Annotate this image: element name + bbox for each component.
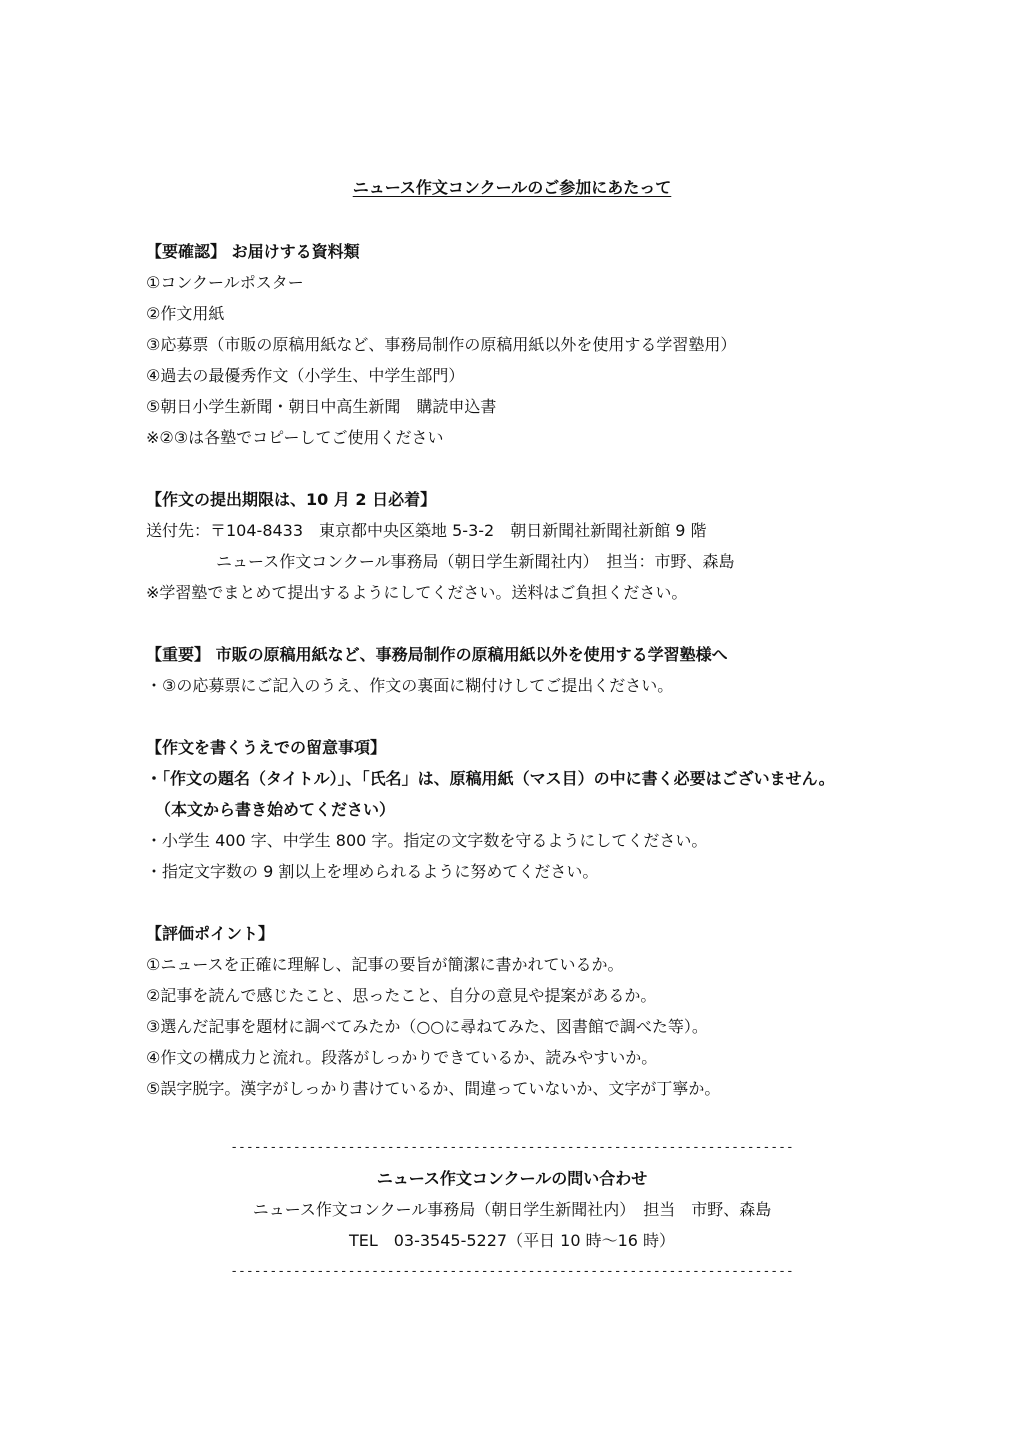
deadline-address-line2: ニュース作文コンクール事務局（朝日学生新聞社内） 担当：市野、森島: [216, 552, 735, 571]
contact-office: ニュース作文コンクール事務局（朝日学生新聞社内） 担当 市野、森島: [252, 1200, 772, 1219]
materials-heading: 【要確認】 お届けする資料類: [146, 242, 360, 261]
materials-item-1: ①コンクールポスター: [146, 273, 304, 292]
important-text: ・③の応募票にご記入のうえ、作文の裏面に糊付けしてご提出ください。: [146, 676, 674, 695]
spacer: [146, 887, 926, 918]
evaluation-item-4: ④作文の構成力と流れ。段落がしっかりできているか、読みやすいか。: [146, 1048, 658, 1067]
materials-note: ※②③は各塾でコピーしてご使用ください: [146, 428, 444, 447]
notes-section: [146, 732, 926, 887]
spacer: [146, 701, 926, 732]
evaluation-item-5: ⑤誤字脱字。漢字がしっかり書けているか、間違っていないか、文字が丁寧か。: [146, 1079, 721, 1098]
spacer: [146, 608, 926, 639]
evaluation-section: [146, 918, 926, 1104]
notes-bold-line1: ・「作文の題名（タイトル）」、「氏名」は、原稿用紙（マス目）の中に書く必要はございません。: [146, 769, 835, 788]
evaluation-heading: 【評価ポイント】: [146, 924, 275, 943]
notes-heading: 【作文を書くうえでの留意事項】: [146, 738, 387, 757]
document-title: [0, 176, 1024, 200]
materials-item-5: ⑤朝日小学生新聞・朝日中高生新聞 購読申込書: [146, 397, 497, 416]
materials-item-2: ②作文用紙: [146, 304, 225, 323]
document-title-text: ニュース作文コンクールのご参加にあたって: [352, 178, 672, 197]
deadline-heading: 【作文の提出期限は、10 月 2 日必着】: [146, 490, 437, 509]
deadline-note: ※学習塾でまとめて提出するようにしてください。送料はご負担ください。: [146, 583, 688, 602]
important-heading: 【重要】 市販の原稿用紙など、事務局制作の原稿用紙以外を使用する学習塾様へ: [146, 645, 728, 664]
evaluation-item-2: ②記事を読んで感じたこと、思ったこと、自分の意見や提案があるか。: [146, 986, 657, 1005]
evaluation-item-3: ③選んだ記事を題材に調べてみたか（○○に尋ねてみた、図書館で調べた等）。: [146, 1017, 708, 1036]
document-body: [146, 236, 926, 1104]
contact-divider-bottom: ------------------------------------------------------------------------: [230, 1264, 794, 1279]
contact-divider-top: ------------------------------------------------------------------------: [230, 1140, 794, 1155]
deadline-address-line1: 送付先：〒104-8433 東京都中央区築地 5-3-2 朝日新聞社新聞社新館 9 階: [146, 521, 707, 540]
materials-section: [146, 236, 926, 453]
spacer: [146, 453, 926, 484]
contact-section: [0, 1132, 1024, 1287]
notes-line4: ・指定文字数の 9 割以上を埋められるように努めてください。: [146, 862, 599, 881]
contact-tel: TEL 03-3545-5227（平日 10 時～16 時）: [348, 1231, 676, 1250]
notes-line3: ・小学生 400 字、中学生 800 字。指定の文字数を守るようにしてください。: [146, 831, 708, 850]
important-section: [146, 639, 926, 701]
evaluation-item-1: ①ニュースを正確に理解し、記事の要旨が簡潔に書かれているか。: [146, 955, 624, 974]
contact-heading: ニュース作文コンクールの問い合わせ: [376, 1169, 648, 1188]
deadline-section: [146, 484, 926, 608]
materials-item-3: ③応募票（市販の原稿用紙など、事務局制作の原稿用紙以外を使用する学習塾用）: [146, 335, 737, 354]
notes-bold-line2: （本文から書き始めてください）: [155, 800, 396, 819]
materials-item-4: ④過去の最優秀作文（小学生、中学生部門）: [146, 366, 465, 385]
